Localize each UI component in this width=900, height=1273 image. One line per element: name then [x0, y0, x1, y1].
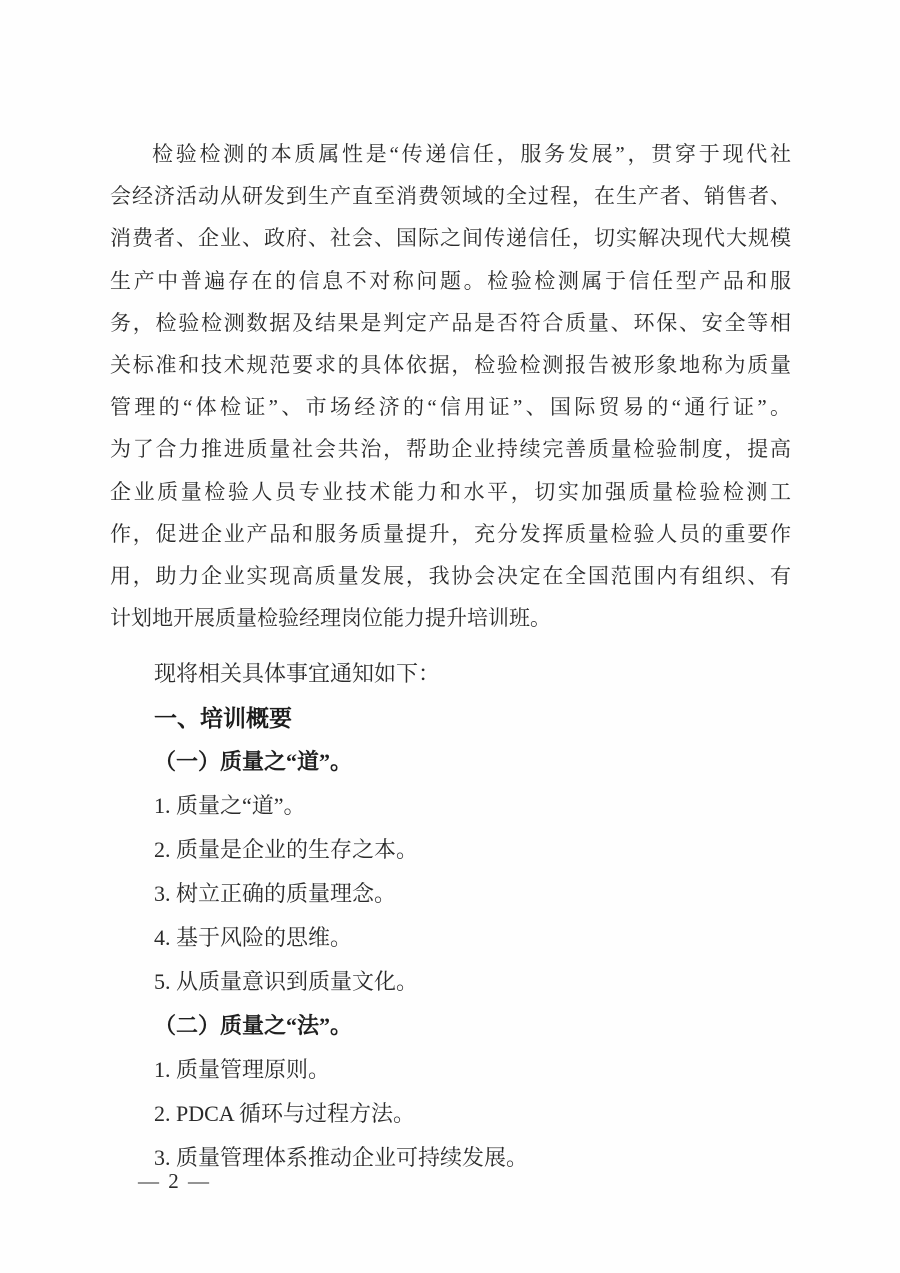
intro-line: 用，助力企业实现高质量发展，我协会决定在全国范围内有组织、有	[110, 563, 791, 588]
subsection-heading-quality-dao: （一）质量之“道”。	[154, 749, 353, 775]
intro-line: 消费者、企业、政府、社会、国际之间传递信任，切实解决现代大规模	[110, 226, 791, 251]
intro-line: 作，促进企业产品和服务质量提升，充分发挥质量检验人员的重要作	[110, 521, 791, 546]
section-heading-training-overview: 一、培训概要	[154, 705, 292, 732]
subsection-heading-quality-fa: （二）质量之“法”。	[154, 1013, 353, 1039]
list-item: 2. PDCA 循环与过程方法。	[154, 1101, 415, 1127]
intro-line: 企业质量检验人员专业技术能力和水平，切实加强质量检验检测工	[110, 479, 791, 504]
list-item: 1. 质量管理原则。	[154, 1057, 331, 1083]
intro-line: 关标准和技术规范要求的具体依据，检验检测报告被形象地称为质量	[110, 352, 791, 377]
intro-line: 会经济活动从研发到生产直至消费领域的全过程，在生产者、销售者、	[110, 184, 791, 209]
document-content	[110, 133, 791, 1180]
intro-line: 为了合力推进质量社会共治，帮助企业持续完善质量检验制度，提高	[110, 437, 791, 462]
intro-line: 管理的“体检证”、市场经济的“信用证”、国际贸易的“通行证”。	[110, 395, 791, 420]
notice-line: 现将相关具体事宜通知如下：	[154, 661, 441, 687]
intro-line: 生产中普遍存在的信息不对称问题。检验检测属于信任型产品和服	[110, 268, 791, 293]
list-item: 3. 质量管理体系推动企业可持续发展。	[154, 1145, 529, 1171]
intro-line: 计划地开展质量检验经理岗位能力提升培训班。	[110, 606, 551, 631]
list-item: 4. 基于风险的思维。	[154, 925, 353, 951]
intro-line: 务，检验检测数据及结果是判定产品是否符合质量、环保、安全等相	[110, 310, 791, 335]
list-item: 1. 质量之“道”。	[154, 793, 306, 819]
page-number: — 2 —	[138, 1169, 211, 1193]
list-item: 5. 从质量意识到质量文化。	[154, 969, 419, 995]
list-item: 3. 树立正确的质量理念。	[154, 881, 397, 907]
intro-paragraph	[110, 133, 791, 639]
intro-line: 检验检测的本质属性是“传递信任，服务发展”，贯穿于现代社	[152, 142, 791, 166]
list-item: 2. 质量是企业的生存之本。	[154, 837, 419, 863]
